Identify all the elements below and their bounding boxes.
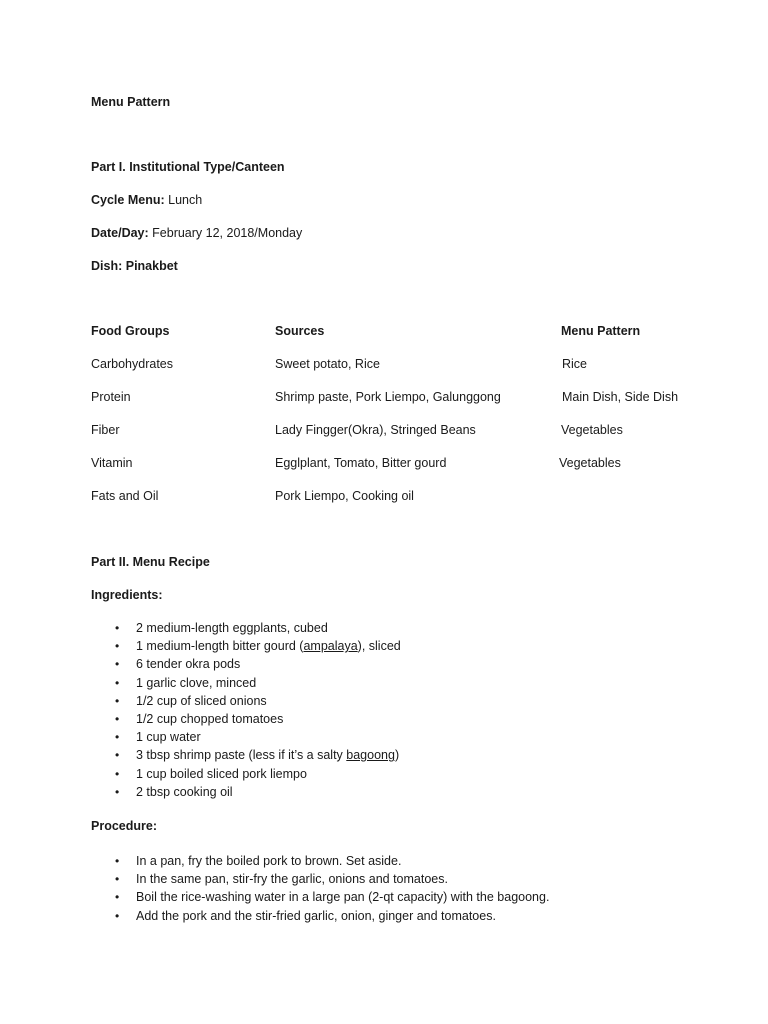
document-title: Menu Pattern [91, 95, 171, 109]
ingredient-text: 2 tbsp cooking oil [136, 784, 233, 799]
table-row [0, 455, 768, 471]
list-item [91, 907, 549, 925]
list-item [91, 852, 549, 870]
list-item [91, 728, 401, 746]
column-header-sources: Sources [275, 324, 325, 338]
cycle-menu-line [91, 192, 202, 208]
list-item [91, 765, 401, 783]
procedure-step-text: Add the pork and the stir-fried garlic, onion, ginger and tomatoes. [136, 908, 496, 923]
table-cell-menu-pattern: Vegetables [561, 423, 623, 437]
table-row [0, 389, 768, 405]
bullet-icon: • [115, 908, 120, 923]
list-item [91, 619, 401, 637]
table-cell-food-group: Carbohydrates [91, 357, 173, 371]
table-cell-sources: Pork Liempo, Cooking oil [275, 489, 414, 503]
dish-line [91, 258, 178, 274]
procedure-list [91, 852, 549, 925]
ingredient-text: 1 cup water [136, 730, 201, 745]
bullet-icon: • [115, 621, 120, 635]
bullet-icon: • [115, 854, 120, 868]
bullet-icon: • [115, 693, 120, 708]
bullet-icon: • [115, 748, 120, 763]
ingredients-list [91, 619, 401, 801]
ingredient-text: 1 garlic clove, minced [136, 675, 257, 690]
table-cell-menu-pattern: Rice [562, 357, 588, 371]
ingredient-text: 6 tender okra pods [136, 657, 241, 672]
table-cell-food-group: Fats and Oil [91, 489, 159, 503]
bagoong-link[interactable]: bagoong [346, 748, 395, 763]
bullet-icon: • [115, 730, 120, 745]
list-item [91, 637, 401, 655]
date-day-label: Date/Day: [91, 226, 149, 240]
date-day-line [91, 225, 302, 241]
ampalaya-link[interactable]: ampalaya [303, 639, 358, 654]
ingredient-text: 1/2 cup of sliced onions [136, 693, 267, 708]
table-row [0, 356, 768, 372]
ingredient-text: 1/2 cup chopped tomatoes [136, 711, 284, 726]
table-cell-sources: Sweet potato, Rice [275, 357, 380, 371]
procedure-step-text: In a pan, fry the boiled pork to brown. Set aside. [136, 854, 402, 868]
table-cell-food-group: Vitamin [91, 456, 133, 470]
dish-label: Dish: [91, 259, 123, 273]
table-cell-menu-pattern: Main Dish, Side Dish [562, 390, 679, 404]
part2-heading: Part II. Menu Recipe [91, 555, 210, 569]
table-header-row [0, 323, 768, 339]
bullet-icon: • [115, 639, 120, 654]
procedure-step-text: In the same pan, stir-fry the garlic, onions and tomatoes. [136, 872, 448, 887]
column-header-menu-pattern: Menu Pattern [561, 324, 641, 338]
list-item [91, 783, 401, 801]
part1-heading: Part I. Institutional Type/Canteen [91, 160, 285, 174]
column-header-food-groups: Food Groups [91, 324, 170, 338]
cycle-menu-label: Cycle Menu: [91, 193, 165, 207]
ingredient-text: 1 cup boiled sliced pork liempo [136, 766, 307, 781]
bullet-icon: • [115, 890, 120, 905]
list-item [91, 655, 401, 673]
table-cell-food-group: Protein [91, 390, 131, 404]
list-item [91, 710, 401, 728]
list-item [91, 870, 549, 888]
bullet-icon: • [115, 711, 120, 726]
table-cell-menu-pattern: Vegetables [559, 456, 621, 470]
procedure-step-text: Boil the rice-washing water in a large pan (2-qt capacity) with the bagoong. [136, 890, 550, 905]
table-row [0, 422, 768, 438]
bullet-icon: • [115, 675, 120, 690]
table-cell-sources: Egglplant, Tomato, Bitter gourd [275, 456, 447, 470]
list-item [91, 746, 401, 764]
ingredients-label: Ingredients: [91, 588, 163, 602]
cycle-menu-value: Lunch [168, 193, 203, 207]
table-cell-sources: Shrimp paste, Pork Liempo, Galunggong [275, 390, 501, 404]
list-item [91, 674, 401, 692]
ingredient-text: 2 medium-length eggplants, cubed [136, 621, 328, 635]
procedure-label: Procedure: [91, 819, 157, 833]
table-cell-food-group: Fiber [91, 423, 120, 437]
bullet-icon: • [115, 872, 120, 887]
date-day-value: February 12, 2018/Monday [152, 226, 303, 240]
table-cell-sources: Lady Fingger(Okra), Stringed Beans [275, 423, 476, 437]
table-row [0, 488, 768, 504]
dish-value: Pinakbet [125, 259, 178, 273]
list-item [91, 692, 401, 710]
list-item [91, 888, 549, 906]
ingredient-text-after: ) [394, 748, 400, 763]
ingredient-text-before: 1 medium-length bitter gourd ( [136, 639, 304, 654]
ingredient-text-after: ), sliced [357, 639, 401, 654]
ingredient-text-before: 3 tbsp shrimp paste (less if it’s a salty [136, 748, 347, 763]
bullet-icon: • [115, 784, 120, 799]
bullet-icon: • [115, 657, 120, 672]
bullet-icon: • [115, 766, 120, 781]
